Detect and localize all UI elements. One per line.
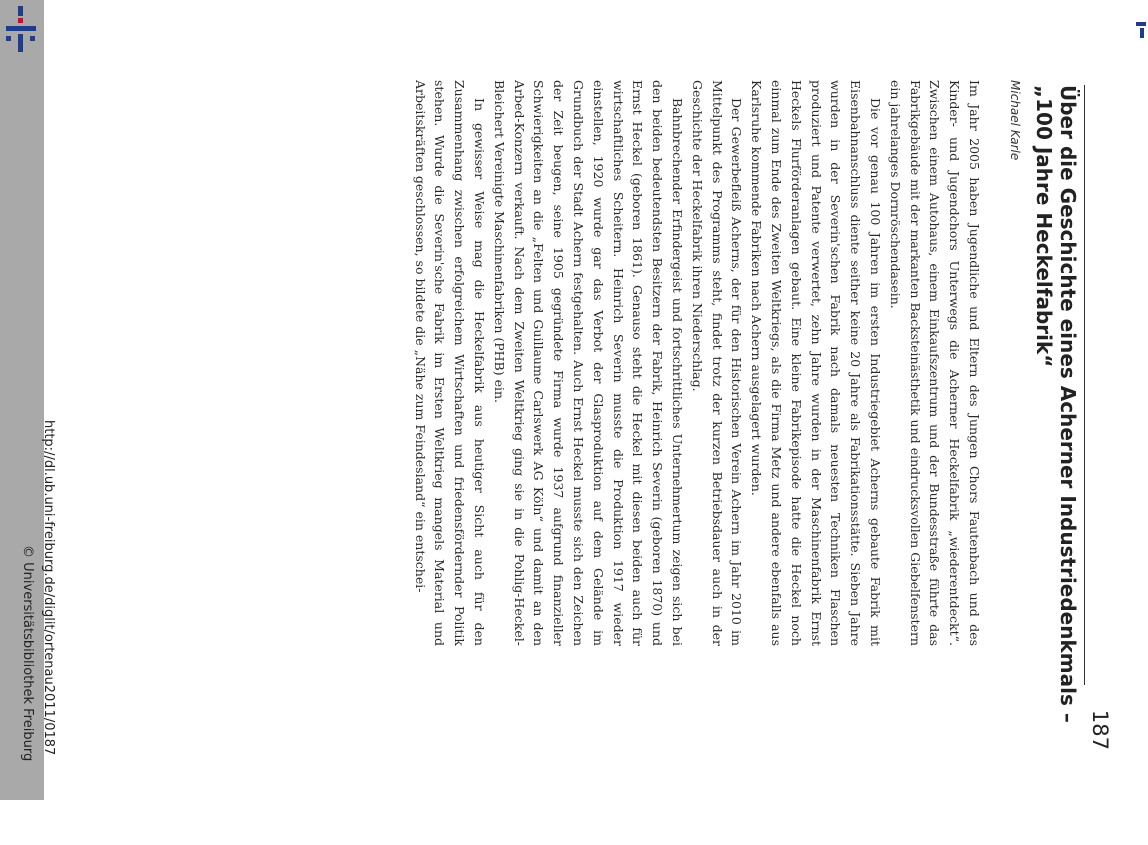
article-body <box>84 80 984 646</box>
paragraph: In gewisser Weise mag die Heckelfabrik aus heutiger Sicht auch für den Zusammenhang zwischen erfolgreichem Wirtschaften und friedensfördernder Politik stehen. Wurde die Severin'sche Fabrik im Ersten Weltkrieg mangels Material und Arbeitskräften geschlossen, so bildete die „Nähe zum Feindesland“ ein entschei- <box>412 80 488 646</box>
copyright-notice: © Universitätsbibliothek Freiburg <box>20 545 35 762</box>
paragraph: Bahnbrechender Erfindergeist und fortschrittliches Unternehmertum zeigen sich bei den beiden bedeutendsten Besitzern der Fabrik, Heinrich Severin (geboren 1870) und Ernst Heckel (geboren 1861). Genauso steht die Heckel mit diesen beiden auch für wirtschaftliches Scheitern. Heinrich Severin musste die Produktion 1917 wieder einstellen, 1920 wurde gar das Verbot der Glasproduktion auf dem Gelände im Grundbuch der Stadt Achern festgehalten. Auch Ernst Heckel musste sich den Zeichen der Zeit beugen, seine 1905 gegründete Firma wurde 1937 aufgrund finanzieller Schwierigkeiten an die „Felten und Guillaume Carlswerk AG Köln“ und damit an den Arbed-Konzern verkauft. Nach dem Zweiten Weltkrieg ging sie in die Pohlig-Heckel-Bleichert Vereinigte Maschinenfabriken (PHB) ein. <box>491 80 686 646</box>
paragraph: Der Gewerbefleiß Acherns, der für den Historischen Verein Achern im Jahr 2010 im Mittelpunkt des Programms steht, findet trotz der kurzen Betriebsdauer auch in der Geschichte der Heckelfabrik ihren Niederschlag. <box>689 80 745 646</box>
header-rule <box>1084 85 1085 685</box>
paragraph: Im Jahr 2005 haben Jugendliche und Eltern des Jungen Chors Fautenbach und des Kinder- und Jugendchors Unterwegs die Acherner Heckelfabrik „wiederentdeckt“. Zwischen einem Autohaus, einem Einkaufszentrum und der Bundesstraße führte das Fabrikgebäude mit der markanten Backsteinästhetik und eindrucksvollen Giebelfenstern ein jahrelanges Dornröschendasein. <box>887 80 982 646</box>
article-title: Über die Geschichte eines Acherner Industriedenkmals – „100 Jahre Heckelfabrik“ <box>1032 85 1080 723</box>
source-url-link[interactable]: http://dl.ub.uni-freiburg.de/diglit/ortenau2011/0187 <box>41 420 56 756</box>
article-author: Michael Karle <box>1008 80 1022 161</box>
paragraph: Die vor genau 100 Jahren im ersten Industriegebiet Acherns gebaute Fabrik mit Eisenbahnanschluss diente seither keine 20 Jahre als Fabrikationsstätte. Sieben Jahre wurden in der Severin'schen Fabrik nach damals neuesten Techniken Flaschen produziert und Patente verwertet, zehn Jahre wurden in der Maschinenfabrik Ernst Heckels Flurförderanlagen gebaut. Eine kleine Fabrikepisode hatte die Heckel noch einmal zum Ende des Zweiten Weltkriegs, als die Firma Metz und andere ebenfalls aus Karlsruhe kommende Fabriken nach Achern ausgelagert wurden. <box>749 80 884 646</box>
page-number: 187 <box>1088 709 1112 750</box>
